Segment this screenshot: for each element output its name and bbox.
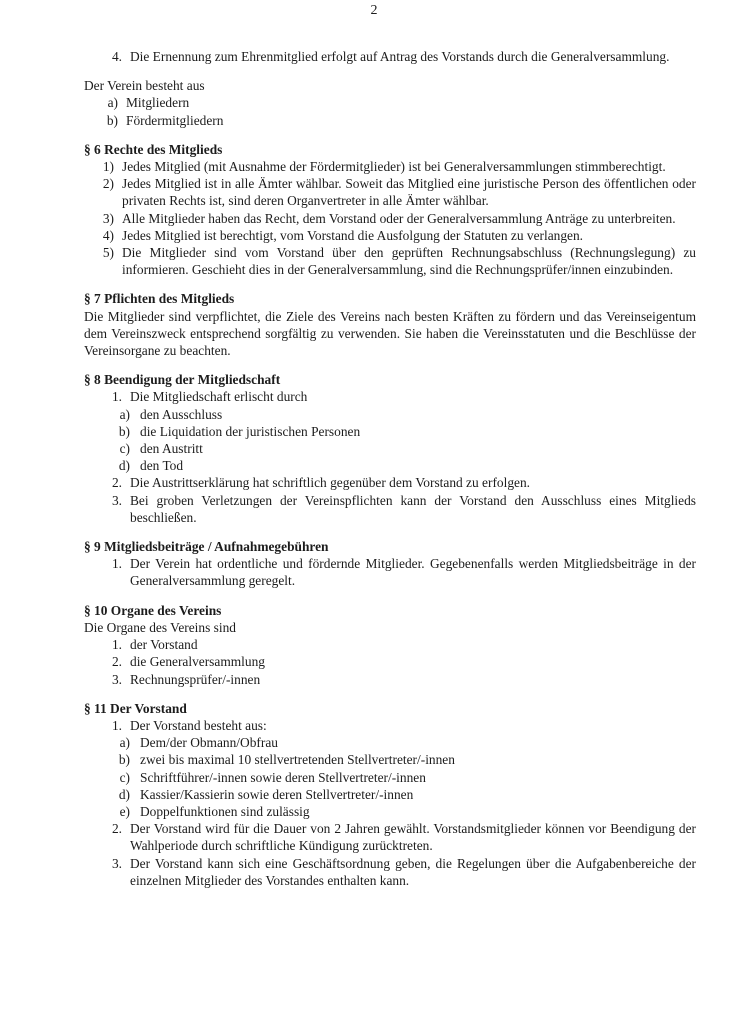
list-item: 5) Die Mitglieder sind vom Vorstand über den geprüften Rechnungsabschluss (Rechnungslegung) zu informieren. Geschieht dies in der Generalversammlung, sind die Rechnungsprüfer/innen einzubinden. bbox=[102, 245, 696, 278]
list-item: a) Mitgliedern bbox=[107, 95, 190, 111]
list-item: 1. Die Mitgliedschaft erlischt durch bbox=[111, 389, 308, 405]
members-intro: Der Verein besteht aus bbox=[84, 78, 205, 94]
list-item: 2. Der Vorstand wird für die Dauer von 2 Jahren gewählt. Vorstandsmitglieder können vor Beendigung der Wahlperiode durch schriftliche Kündigung zurücktreten. bbox=[111, 821, 696, 854]
section-paragraph: Die Mitglieder sind verpflichtet, die Ziele des Vereins nach besten Kräften zu fördern und das Vereinseigentum dem Vereinszweck entsprechend sorgfältig zu verwenden. Sie haben die Vereinsstatuten und die Beschlüsse der Vereinsorgane zu beachten. bbox=[84, 308, 696, 359]
list-item: c) den Austritt bbox=[119, 441, 203, 457]
section-heading: § 7 Pflichten des Mitglieds bbox=[84, 291, 235, 307]
list-item: b) Fördermitgliedern bbox=[106, 112, 224, 128]
section-heading: § 6 Rechte des Mitglieds bbox=[84, 141, 223, 157]
list-item: 1. Der Vorstand besteht aus: bbox=[111, 717, 267, 733]
list-item: c) Schriftführer/-innen sowie deren Stellvertreter/-innen bbox=[119, 769, 426, 785]
list-item: a) den Ausschluss bbox=[119, 406, 223, 422]
list-item: 3. Rechnungsprüfer/-innen bbox=[111, 671, 261, 687]
list-item: a) Dem/der Obmann/Obfrau bbox=[119, 735, 278, 751]
list-item: d) Kassier/Kassierin sowie deren Stellvertreter/-innen bbox=[118, 786, 414, 802]
list-item: 4) Jedes Mitglied ist berechtigt, vom Vorstand die Ausfolgung der Statuten zu verlangen. bbox=[102, 227, 584, 243]
list-item: d) den Tod bbox=[118, 458, 184, 474]
section-heading: § 10 Organe des Vereins bbox=[84, 602, 222, 618]
section-heading: § 9 Mitgliedsbeiträge / Aufnahmegebühren bbox=[84, 539, 329, 555]
list-item: 4. Die Ernennung zum Ehrenmitglied erfolgt auf Antrag des Vorstands durch die Generalversammlung. bbox=[111, 49, 670, 64]
list-item: 2) Jedes Mitglied ist in alle Ämter wählbar. Soweit das Mitglied eine juristische Person des öffentlichen oder privaten Rechts ist, sind deren Organvertreter in alle Ämter wählbar. bbox=[102, 176, 696, 209]
list-item: 1. der Vorstand bbox=[111, 637, 198, 653]
list-item: b) die Liquidation der juristischen Personen bbox=[118, 423, 361, 439]
list-item: 1. Der Verein hat ordentliche und fördernde Mitglieder. Gegebenenfalls werden Mitgliedsbeiträge in der Generalversammlung geregelt. bbox=[111, 556, 696, 589]
section-heading: § 11 Der Vorstand bbox=[84, 700, 187, 716]
list-item: 2. Die Austrittserklärung hat schriftlich gegenüber dem Vorstand zu erfolgen. bbox=[111, 475, 530, 491]
document-body bbox=[84, 48, 696, 889]
list-item: b) zwei bis maximal 10 stellvertretenden Stellvertreter/-innen bbox=[118, 752, 455, 768]
section-intro: Die Organe des Vereins sind bbox=[84, 619, 236, 635]
page-number: 2 bbox=[370, 3, 378, 18]
section-heading: § 8 Beendigung der Mitgliedschaft bbox=[84, 372, 281, 388]
list-item: e) Doppelfunktionen sind zulässig bbox=[119, 803, 310, 819]
list-item: 1) Jedes Mitglied (mit Ausnahme der Fördermitglieder) ist bei Generalversammlungen stimmberechtigt. bbox=[102, 159, 666, 175]
list-item: 3) Alle Mitglieder haben das Recht, dem Vorstand oder der Generalversammlung Anträge zu unterbreiten. bbox=[102, 210, 676, 226]
list-item: 3. Bei groben Verletzungen der Vereinspflichten kann der Vorstand den Ausschluss eines Mitglieds beschließen. bbox=[111, 492, 696, 525]
list-item: 3. Der Vorstand kann sich eine Geschäftsordnung geben, die Regelungen über die Aufgabenbereiche der einzelnen Mitglieder des Vorstandes enthalten kann. bbox=[111, 855, 696, 888]
list-item: 2. die Generalversammlung bbox=[111, 654, 265, 670]
